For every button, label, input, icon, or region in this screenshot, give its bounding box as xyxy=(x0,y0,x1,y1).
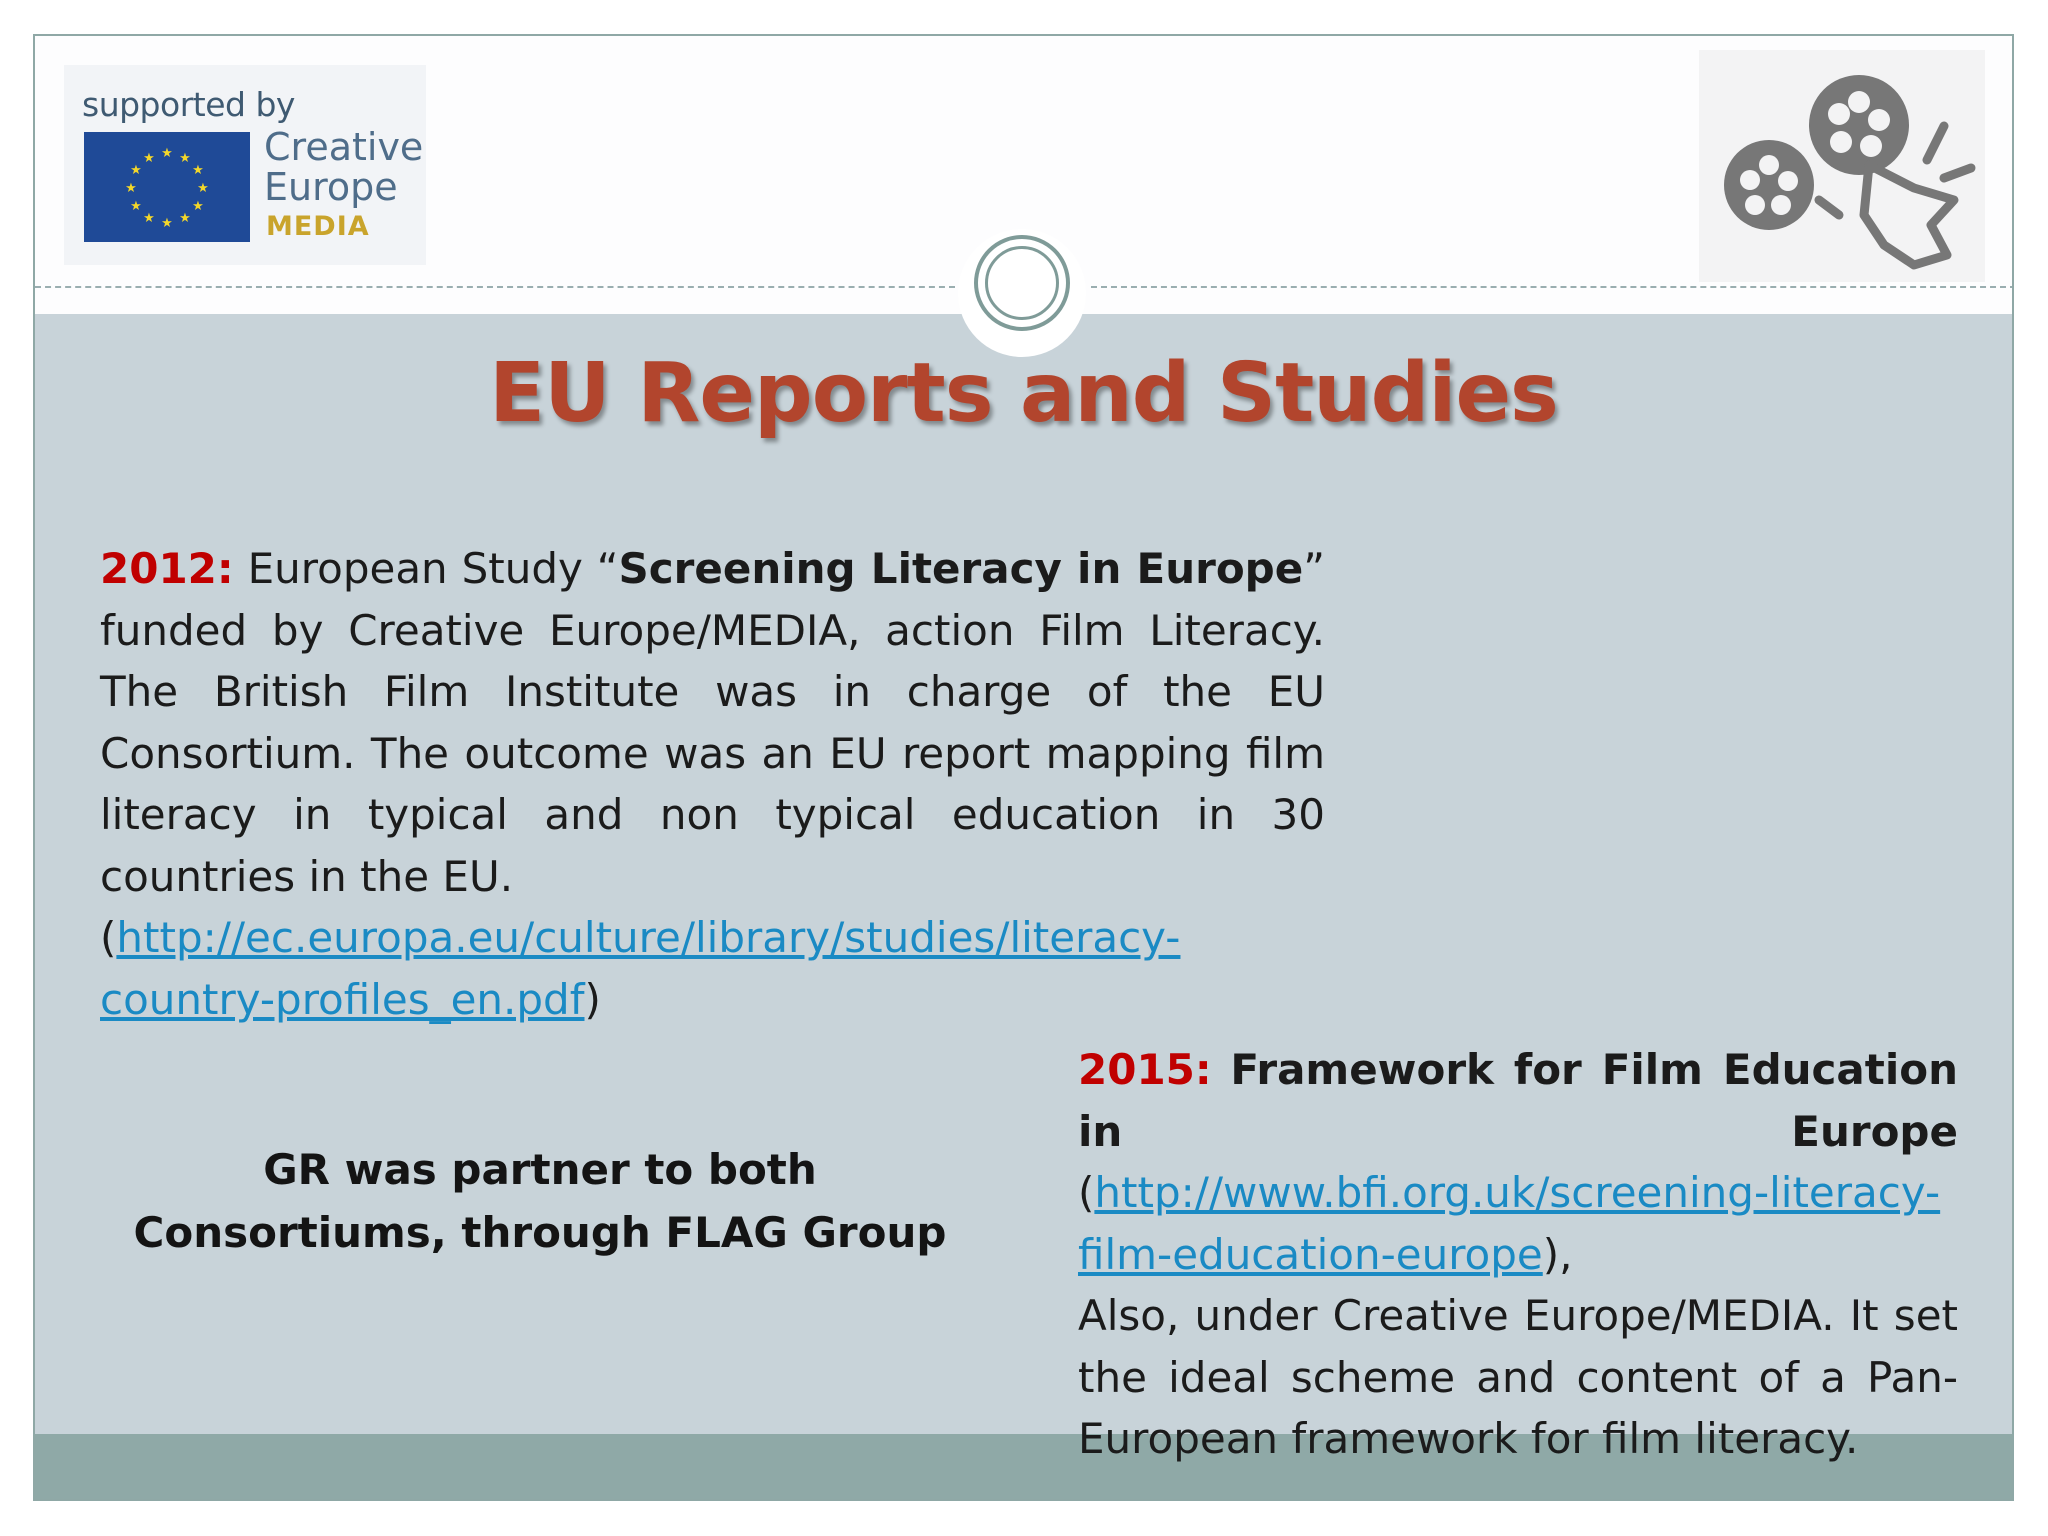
eu-flag-icon xyxy=(84,132,250,242)
svg-text:★: ★ xyxy=(179,150,191,165)
logo-creative-europe xyxy=(264,127,423,207)
logo-media-text: MEDIA xyxy=(266,211,370,242)
study-2012-link-close: ) xyxy=(584,974,601,1024)
study-2015-link-close: ), xyxy=(1542,1229,1573,1279)
slide-title: EU Reports and Studies xyxy=(489,346,1558,441)
study-2015-link[interactable]: http://www.bfi.org.uk/screening-literacy-film-education-europe xyxy=(1078,1168,1941,1279)
study-2012-year: 2012: xyxy=(100,544,234,593)
divider-circle-ornament xyxy=(974,235,1070,331)
study-2012-description: ” funded by Creative Europe/MEDIA, action Film Literacy. The British Film Institute was in charge of the EU Consortium. The outcome was an EU report mapping film literacy in typical and non typical education in 30 countries in the EU. xyxy=(100,544,1325,901)
study-2012-title: Screening Literacy in Europe xyxy=(618,544,1304,593)
study-2015-title: Framework for Film Education in Europe xyxy=(1078,1045,1958,1156)
svg-text:★: ★ xyxy=(197,180,209,195)
study-2015-paragraph xyxy=(1078,1039,1958,1470)
svg-text:★: ★ xyxy=(130,162,142,177)
partner-note: GR was partner to both Consortiums, through FLAG Group xyxy=(133,1145,947,1257)
logo-creative-text: Creative xyxy=(264,125,424,169)
svg-text:★: ★ xyxy=(179,210,191,225)
film-reel-icon xyxy=(1699,50,1985,282)
study-2012-link-open: ( xyxy=(100,913,117,962)
study-2015-link-open: ( xyxy=(1078,1168,1095,1217)
svg-text:★: ★ xyxy=(192,162,204,177)
svg-text:★: ★ xyxy=(143,150,155,165)
study-2012-link[interactable]: http://ec.europa.eu/culture/library/studies/literacy-country-profiles_en.pdf xyxy=(100,913,1181,1024)
study-2015-year: 2015: xyxy=(1078,1045,1212,1094)
svg-text:★: ★ xyxy=(192,198,204,213)
svg-text:★: ★ xyxy=(130,198,142,213)
logo-supported-by: supported by xyxy=(82,85,295,124)
svg-text:★: ★ xyxy=(161,145,173,160)
study-2012-paragraph xyxy=(100,538,1325,1030)
study-2015-description: Also, under Creative Europe/MEDIA. It set the ideal scheme and content of a Pan-European framework for film literacy. xyxy=(1078,1291,1958,1463)
svg-text:★: ★ xyxy=(161,215,173,230)
header-divider-right xyxy=(1091,286,2014,288)
header-divider-left xyxy=(35,286,955,288)
slide xyxy=(33,34,2014,1501)
svg-text:★: ★ xyxy=(143,210,155,225)
creative-europe-media-logo xyxy=(64,65,426,265)
study-2012-intro: European Study “ xyxy=(233,544,619,593)
svg-text:★: ★ xyxy=(125,180,137,195)
logo-europe-text: Europe xyxy=(264,165,398,209)
